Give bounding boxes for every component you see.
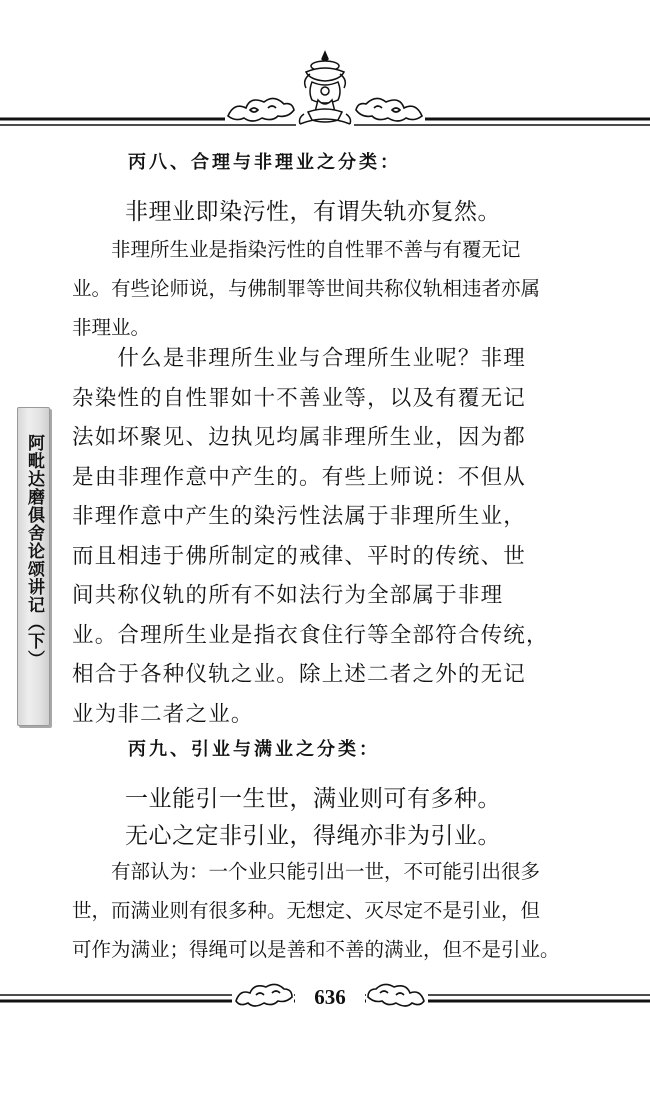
right-cloud-icon xyxy=(345,98,425,122)
explanation-line: 杂染性的自性罪如十不善业等，以及有覆无记 xyxy=(72,385,527,411)
explanation-line: 法如坏聚见、边执见均属非理所生业，因为都 xyxy=(72,425,527,450)
section-8-heading: 丙八、合理与非理业之分类： xyxy=(128,152,401,173)
explanation-line: 什么是非理所生业与合理所生业呢？非理 xyxy=(72,346,527,371)
book-title: 阿毗达磨俱舍论颂讲记（下） xyxy=(24,434,44,668)
page-number: 636 xyxy=(295,986,365,1008)
footer-left-cloud-icon xyxy=(232,983,294,1009)
commentary-line: 有部认为：一个业只能引出一世，不可能引出很多 xyxy=(72,860,541,883)
commentary-line: 世，而满业则有很多种。无想定、灭尽定不是引业，但 xyxy=(72,899,541,922)
header-ornament xyxy=(0,0,650,135)
explanation-line: 相合于各种仪轨之业。除上述二者之外的无记 xyxy=(72,662,527,687)
section-9-verse-line-1: 一业能引一生世，满业则可有多种。 xyxy=(125,786,501,812)
side-book-tab xyxy=(17,407,50,726)
section-8-commentary xyxy=(72,230,595,347)
treasure-vase-icon xyxy=(296,50,354,132)
section-8-explanation xyxy=(72,339,595,734)
section-9-verse-line-2: 无心之定非引业，得绳亦非为引业。 xyxy=(125,823,501,849)
footer-right-cloud-icon xyxy=(366,983,428,1009)
explanation-line: 是由非理作意中产生的。有些上师说：不但从 xyxy=(72,464,527,490)
section-9-commentary xyxy=(72,852,595,969)
explanation-line: 间共称仪轨的所有不如法行为全部属于非理 xyxy=(72,583,504,608)
commentary-line: 可作为满业；得绳可以是善和不善的满业，但不是引业。 xyxy=(72,938,560,961)
explanation-line: 业为非二者之业。 xyxy=(72,701,254,727)
section-8-verse-line: 非理业即染污性，有谓失轨亦复然。 xyxy=(125,199,501,225)
explanation-line: 业。合理所生业是指衣食住行等全部符合传统， xyxy=(72,622,549,648)
explanation-line: 非理作意中产生的染污性法属于非理所生业， xyxy=(72,504,527,529)
left-cloud-icon xyxy=(225,98,305,122)
commentary-line: 非理所生业是指染污性的自性罪不善与有覆无记 xyxy=(72,238,521,261)
commentary-line: 业。有些论师说，与佛制罪等世间共称仪轨相违者亦属 xyxy=(72,277,541,300)
section-9-heading: 丙九、引业与满业之分类： xyxy=(128,739,380,760)
commentary-line: 非理业。 xyxy=(72,316,151,339)
explanation-line: 而且相违于佛所制定的戒律、平时的传统、世 xyxy=(72,543,527,569)
